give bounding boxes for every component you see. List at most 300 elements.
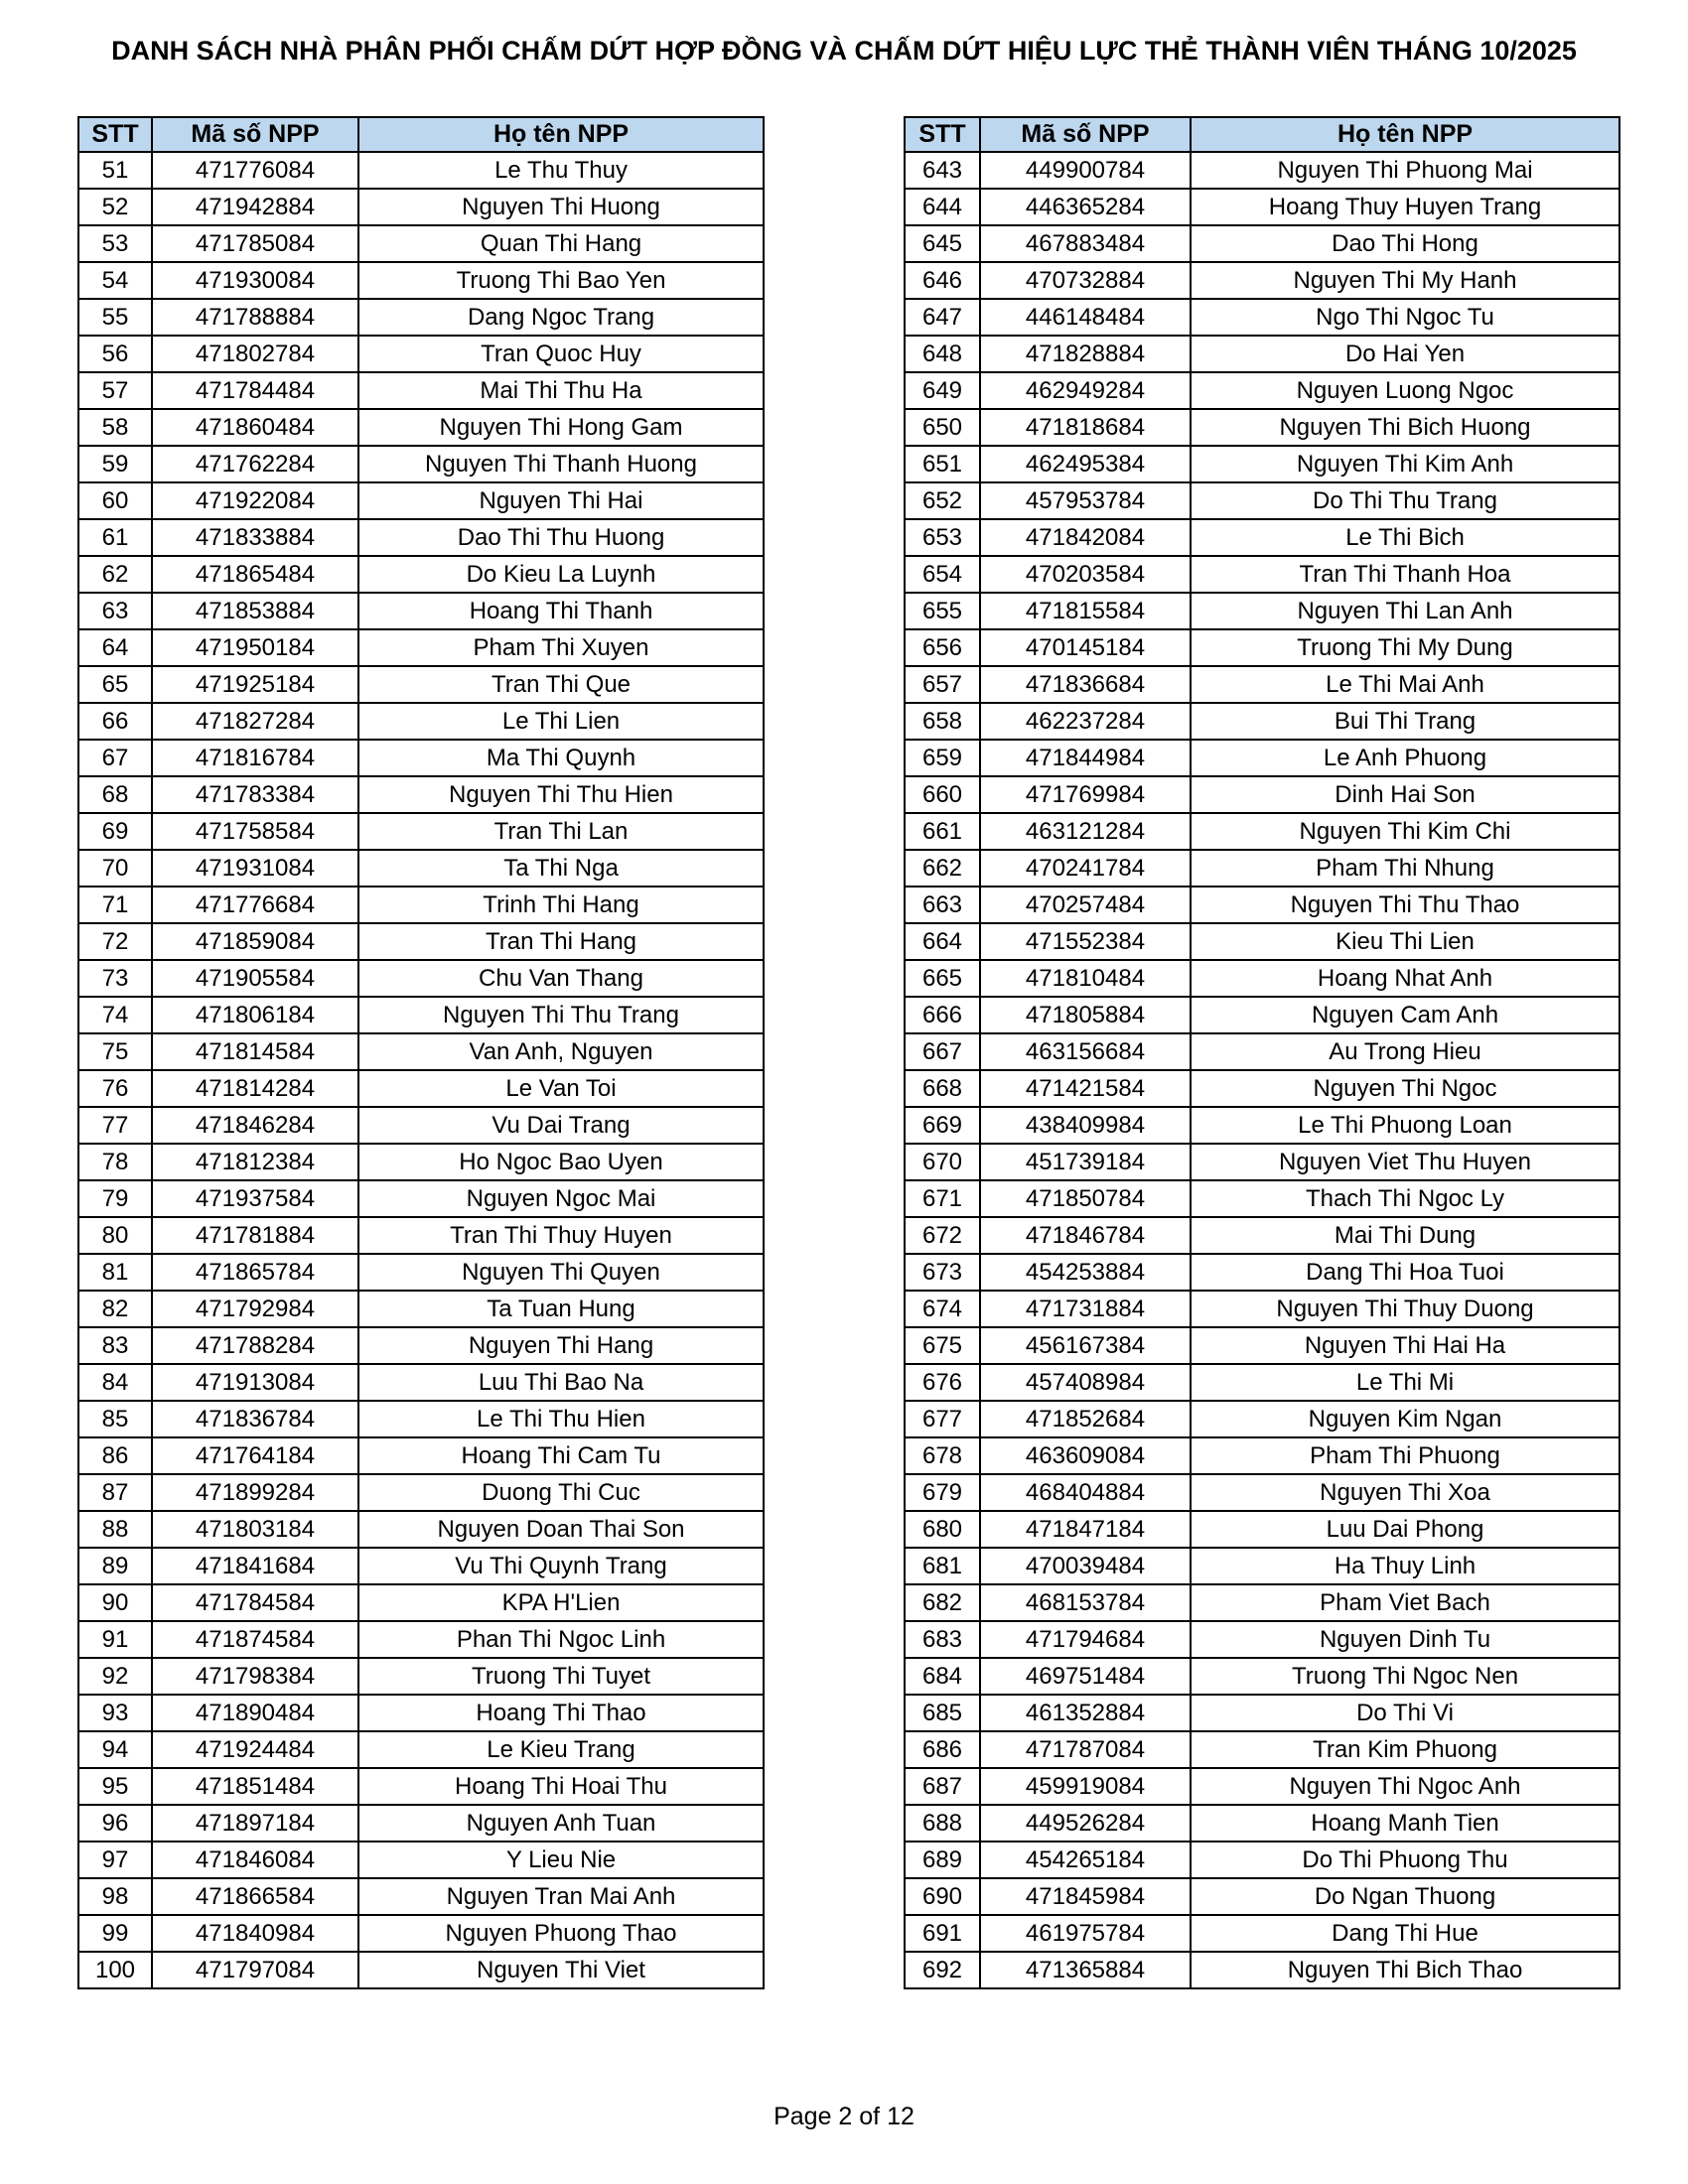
table-row xyxy=(905,1915,1619,1952)
table-row xyxy=(905,519,1619,556)
stt-cell: 87 xyxy=(78,1474,152,1511)
stt-cell: 670 xyxy=(905,1144,980,1180)
table-row xyxy=(905,482,1619,519)
code-cell: 471937584 xyxy=(152,1180,358,1217)
name-cell: Do Thi Vi xyxy=(1191,1695,1619,1731)
stt-cell: 100 xyxy=(78,1952,152,1988)
name-cell: Le Thi Bich xyxy=(1191,519,1619,556)
table-row xyxy=(78,1768,764,1805)
name-cell: Ngo Thi Ngoc Tu xyxy=(1191,299,1619,336)
table-row xyxy=(905,1327,1619,1364)
table-row xyxy=(78,1915,764,1952)
code-cell: 471890484 xyxy=(152,1695,358,1731)
table-row xyxy=(905,1805,1619,1842)
stt-cell: 674 xyxy=(905,1291,980,1327)
stt-cell: 51 xyxy=(78,152,152,189)
stt-cell: 646 xyxy=(905,262,980,299)
table-row xyxy=(78,593,764,629)
code-cell: 471421584 xyxy=(980,1070,1191,1107)
table-row xyxy=(78,1070,764,1107)
name-cell: Dao Thi Hong xyxy=(1191,225,1619,262)
name-cell: Le Thi Phuong Loan xyxy=(1191,1107,1619,1144)
name-cell: Nguyen Phuong Thao xyxy=(358,1915,764,1952)
table-row xyxy=(78,1033,764,1070)
table-row xyxy=(905,1217,1619,1254)
stt-cell: 74 xyxy=(78,997,152,1033)
column-header-code: Mã số NPP xyxy=(152,117,358,152)
name-cell: Hoang Thi Cam Tu xyxy=(358,1437,764,1474)
stt-cell: 88 xyxy=(78,1511,152,1548)
table-row xyxy=(78,629,764,666)
stt-cell: 65 xyxy=(78,666,152,703)
name-cell: Tran Thi Hang xyxy=(358,923,764,960)
stt-cell: 60 xyxy=(78,482,152,519)
code-cell: 471842084 xyxy=(980,519,1191,556)
code-cell: 471924484 xyxy=(152,1731,358,1768)
code-cell: 471806184 xyxy=(152,997,358,1033)
name-cell: Nguyen Thi Lan Anh xyxy=(1191,593,1619,629)
stt-cell: 91 xyxy=(78,1621,152,1658)
stt-cell: 68 xyxy=(78,776,152,813)
name-cell: Nguyen Thi My Hanh xyxy=(1191,262,1619,299)
stt-cell: 83 xyxy=(78,1327,152,1364)
name-cell: Le Van Toi xyxy=(358,1070,764,1107)
stt-cell: 669 xyxy=(905,1107,980,1144)
name-cell: Nguyen Thi Thanh Huong xyxy=(358,446,764,482)
name-cell: Phan Thi Ngoc Linh xyxy=(358,1621,764,1658)
code-cell: 471814584 xyxy=(152,1033,358,1070)
table-row xyxy=(905,1437,1619,1474)
stt-cell: 654 xyxy=(905,556,980,593)
table-row xyxy=(905,1364,1619,1401)
table-row xyxy=(905,850,1619,887)
table-row xyxy=(905,1584,1619,1621)
name-cell: Nguyen Thi Viet xyxy=(358,1952,764,1988)
name-cell: Pham Thi Nhung xyxy=(1191,850,1619,887)
table-row xyxy=(905,1144,1619,1180)
code-cell: 471913084 xyxy=(152,1364,358,1401)
table-row xyxy=(905,1621,1619,1658)
table-row xyxy=(905,960,1619,997)
stt-cell: 62 xyxy=(78,556,152,593)
stt-cell: 99 xyxy=(78,1915,152,1952)
name-cell: Le Thu Thuy xyxy=(358,152,764,189)
code-cell: 471860484 xyxy=(152,409,358,446)
name-cell: Hoang Thi Thao xyxy=(358,1695,764,1731)
table-row xyxy=(78,1254,764,1291)
stt-cell: 686 xyxy=(905,1731,980,1768)
name-cell: Nguyen Thi Quyen xyxy=(358,1254,764,1291)
page-number: Page 2 of 12 xyxy=(774,2103,914,2130)
code-cell: 471853884 xyxy=(152,593,358,629)
name-cell: Kieu Thi Lien xyxy=(1191,923,1619,960)
stt-cell: 671 xyxy=(905,1180,980,1217)
stt-cell: 666 xyxy=(905,997,980,1033)
code-cell: 446148484 xyxy=(980,299,1191,336)
stt-cell: 652 xyxy=(905,482,980,519)
name-cell: Nguyen Thi Bich Thao xyxy=(1191,1952,1619,1988)
name-cell: Dinh Hai Son xyxy=(1191,776,1619,813)
name-cell: Bui Thi Trang xyxy=(1191,703,1619,740)
table-row xyxy=(78,1805,764,1842)
column-header-name: Họ tên NPP xyxy=(1191,117,1619,152)
name-cell: Nguyen Luong Ngoc xyxy=(1191,372,1619,409)
code-cell: 471776684 xyxy=(152,887,358,923)
code-cell: 471798384 xyxy=(152,1658,358,1695)
table-row xyxy=(905,556,1619,593)
name-cell: Nguyen Anh Tuan xyxy=(358,1805,764,1842)
name-cell: Truong Thi Bao Yen xyxy=(358,262,764,299)
code-cell: 471833884 xyxy=(152,519,358,556)
table-row xyxy=(905,1474,1619,1511)
name-cell: Pham Viet Bach xyxy=(1191,1584,1619,1621)
name-cell: Nguyen Viet Thu Huyen xyxy=(1191,1144,1619,1180)
code-cell: 470241784 xyxy=(980,850,1191,887)
name-cell: Vu Dai Trang xyxy=(358,1107,764,1144)
table-row xyxy=(905,1878,1619,1915)
stt-cell: 79 xyxy=(78,1180,152,1217)
code-cell: 471764184 xyxy=(152,1437,358,1474)
stt-cell: 92 xyxy=(78,1658,152,1695)
stt-cell: 67 xyxy=(78,740,152,776)
name-cell: Hoang Thi Thanh xyxy=(358,593,764,629)
stt-cell: 677 xyxy=(905,1401,980,1437)
table-row xyxy=(905,1107,1619,1144)
stt-cell: 664 xyxy=(905,923,980,960)
table-row xyxy=(905,1291,1619,1327)
code-cell: 471850784 xyxy=(980,1180,1191,1217)
name-cell: Truong Thi My Dung xyxy=(1191,629,1619,666)
name-cell: Do Thi Phuong Thu xyxy=(1191,1842,1619,1878)
code-cell: 467883484 xyxy=(980,225,1191,262)
table-row xyxy=(905,1254,1619,1291)
table-row xyxy=(78,1474,764,1511)
stt-cell: 657 xyxy=(905,666,980,703)
name-cell: Do Kieu La Luynh xyxy=(358,556,764,593)
table-row xyxy=(905,446,1619,482)
name-cell: Dang Ngoc Trang xyxy=(358,299,764,336)
name-cell: Nguyen Dinh Tu xyxy=(1191,1621,1619,1658)
name-cell: Nguyen Thi Xoa xyxy=(1191,1474,1619,1511)
table-row xyxy=(78,1107,764,1144)
name-cell: Nguyen Thi Ngoc Anh xyxy=(1191,1768,1619,1805)
table-row xyxy=(78,740,764,776)
table-row xyxy=(78,1695,764,1731)
name-cell: Luu Thi Bao Na xyxy=(358,1364,764,1401)
name-cell: Trinh Thi Hang xyxy=(358,887,764,923)
name-cell: Nguyen Tran Mai Anh xyxy=(358,1878,764,1915)
code-cell: 470039484 xyxy=(980,1548,1191,1584)
code-cell: 457408984 xyxy=(980,1364,1191,1401)
name-cell: Nguyen Thi Thu Trang xyxy=(358,997,764,1033)
name-cell: Dao Thi Thu Huong xyxy=(358,519,764,556)
stt-cell: 80 xyxy=(78,1217,152,1254)
stt-cell: 55 xyxy=(78,299,152,336)
name-cell: Do Hai Yen xyxy=(1191,336,1619,372)
code-cell: 471925184 xyxy=(152,666,358,703)
name-cell: Nguyen Thi Thu Hien xyxy=(358,776,764,813)
code-cell: 454265184 xyxy=(980,1842,1191,1878)
code-cell: 471852684 xyxy=(980,1401,1191,1437)
table-row xyxy=(905,372,1619,409)
code-cell: 469751484 xyxy=(980,1658,1191,1695)
table-row xyxy=(905,666,1619,703)
name-cell: Dang Thi Hue xyxy=(1191,1915,1619,1952)
name-cell: Pham Thi Phuong xyxy=(1191,1437,1619,1474)
name-cell: Le Thi Thu Hien xyxy=(358,1401,764,1437)
stt-cell: 683 xyxy=(905,1621,980,1658)
stt-cell: 90 xyxy=(78,1584,152,1621)
stt-cell: 688 xyxy=(905,1805,980,1842)
code-cell: 471836784 xyxy=(152,1401,358,1437)
table-row xyxy=(78,960,764,997)
name-cell: Tran Thi Thanh Hoa xyxy=(1191,556,1619,593)
code-cell: 471769984 xyxy=(980,776,1191,813)
stt-cell: 66 xyxy=(78,703,152,740)
name-cell: Nguyen Thi Hang xyxy=(358,1327,764,1364)
code-cell: 471846284 xyxy=(152,1107,358,1144)
code-cell: 438409984 xyxy=(980,1107,1191,1144)
code-cell: 471794684 xyxy=(980,1621,1191,1658)
table-row xyxy=(905,336,1619,372)
table-row xyxy=(78,262,764,299)
stt-cell: 70 xyxy=(78,850,152,887)
stt-cell: 89 xyxy=(78,1548,152,1584)
table-row xyxy=(905,1842,1619,1878)
name-cell: Tran Thi Lan xyxy=(358,813,764,850)
name-cell: Mai Thi Dung xyxy=(1191,1217,1619,1254)
code-cell: 471781884 xyxy=(152,1217,358,1254)
code-cell: 456167384 xyxy=(980,1327,1191,1364)
table-row xyxy=(78,1878,764,1915)
stt-cell: 647 xyxy=(905,299,980,336)
code-cell: 471922084 xyxy=(152,482,358,519)
code-cell: 471785084 xyxy=(152,225,358,262)
code-cell: 471810484 xyxy=(980,960,1191,997)
table-row xyxy=(78,1511,764,1548)
table-row xyxy=(78,1731,764,1768)
table-row xyxy=(905,1731,1619,1768)
code-cell: 470145184 xyxy=(980,629,1191,666)
stt-cell: 680 xyxy=(905,1511,980,1548)
name-cell: Ho Ngoc Bao Uyen xyxy=(358,1144,764,1180)
name-cell: Nguyen Kim Ngan xyxy=(1191,1401,1619,1437)
table-row xyxy=(78,556,764,593)
code-cell: 471866584 xyxy=(152,1878,358,1915)
stt-cell: 54 xyxy=(78,262,152,299)
stt-cell: 71 xyxy=(78,887,152,923)
table-row xyxy=(905,1548,1619,1584)
code-cell: 471816784 xyxy=(152,740,358,776)
code-cell: 471836684 xyxy=(980,666,1191,703)
column-header-code: Mã số NPP xyxy=(980,117,1191,152)
code-cell: 471828884 xyxy=(980,336,1191,372)
name-cell: Nguyen Thi Hong Gam xyxy=(358,409,764,446)
table-row xyxy=(78,923,764,960)
table-row xyxy=(78,776,764,813)
code-cell: 471552384 xyxy=(980,923,1191,960)
name-cell: Nguyen Cam Anh xyxy=(1191,997,1619,1033)
code-cell: 471840984 xyxy=(152,1915,358,1952)
name-cell: Luu Dai Phong xyxy=(1191,1511,1619,1548)
stt-cell: 643 xyxy=(905,152,980,189)
table-row xyxy=(78,336,764,372)
code-cell: 471762284 xyxy=(152,446,358,482)
code-cell: 471841684 xyxy=(152,1548,358,1584)
code-cell: 471784584 xyxy=(152,1584,358,1621)
stt-cell: 95 xyxy=(78,1768,152,1805)
table-row xyxy=(905,1401,1619,1437)
stt-cell: 687 xyxy=(905,1768,980,1805)
code-cell: 471758584 xyxy=(152,813,358,850)
name-cell: Quan Thi Hang xyxy=(358,225,764,262)
table-row xyxy=(78,1548,764,1584)
name-cell: Y Lieu Nie xyxy=(358,1842,764,1878)
stt-cell: 661 xyxy=(905,813,980,850)
table-row xyxy=(78,1364,764,1401)
table-row xyxy=(78,887,764,923)
stt-cell: 656 xyxy=(905,629,980,666)
code-cell: 470732884 xyxy=(980,262,1191,299)
name-cell: Thach Thi Ngoc Ly xyxy=(1191,1180,1619,1217)
code-cell: 468404884 xyxy=(980,1474,1191,1511)
name-cell: Le Kieu Trang xyxy=(358,1731,764,1768)
code-cell: 471931084 xyxy=(152,850,358,887)
stt-cell: 651 xyxy=(905,446,980,482)
code-cell: 471851484 xyxy=(152,1768,358,1805)
stt-cell: 653 xyxy=(905,519,980,556)
code-cell: 471845984 xyxy=(980,1878,1191,1915)
code-cell: 471846784 xyxy=(980,1217,1191,1254)
name-cell: Nguyen Thi Thuy Duong xyxy=(1191,1291,1619,1327)
stt-cell: 64 xyxy=(78,629,152,666)
page-title: DANH SÁCH NHÀ PHÂN PHỐI CHẤM DỨT HỢP ĐỒNG VÀ CHẤM DỨT HIỆU LỰC THẺ THÀNH VIÊN THÁNG 10/2025 xyxy=(111,36,1577,66)
stt-cell: 81 xyxy=(78,1254,152,1291)
table-row xyxy=(78,1842,764,1878)
table-row xyxy=(78,1401,764,1437)
name-cell: Do Thi Thu Trang xyxy=(1191,482,1619,519)
stt-cell: 681 xyxy=(905,1548,980,1584)
table-row xyxy=(78,225,764,262)
name-cell: Vu Thi Quynh Trang xyxy=(358,1548,764,1584)
name-cell: Le Anh Phuong xyxy=(1191,740,1619,776)
table-row xyxy=(78,813,764,850)
code-cell: 454253884 xyxy=(980,1254,1191,1291)
code-cell: 461352884 xyxy=(980,1695,1191,1731)
code-cell: 471792984 xyxy=(152,1291,358,1327)
code-cell: 463609084 xyxy=(980,1437,1191,1474)
table-row xyxy=(78,1621,764,1658)
code-cell: 471365884 xyxy=(980,1952,1191,1988)
code-cell: 471930084 xyxy=(152,262,358,299)
stt-cell: 76 xyxy=(78,1070,152,1107)
code-cell: 463156684 xyxy=(980,1033,1191,1070)
name-cell: KPA H'Lien xyxy=(358,1584,764,1621)
stt-cell: 662 xyxy=(905,850,980,887)
code-cell: 459919084 xyxy=(980,1768,1191,1805)
table-row xyxy=(78,1217,764,1254)
stt-cell: 672 xyxy=(905,1217,980,1254)
name-cell: Duong Thi Cuc xyxy=(358,1474,764,1511)
name-cell: Le Thi Mi xyxy=(1191,1364,1619,1401)
name-cell: Nguyen Thi Thu Thao xyxy=(1191,887,1619,923)
header-row xyxy=(905,117,1619,152)
table-row xyxy=(78,482,764,519)
table-row xyxy=(905,1070,1619,1107)
stt-cell: 658 xyxy=(905,703,980,740)
code-cell: 471827284 xyxy=(152,703,358,740)
table-row xyxy=(78,409,764,446)
name-cell: Mai Thi Thu Ha xyxy=(358,372,764,409)
table-row xyxy=(78,189,764,225)
code-cell: 471865484 xyxy=(152,556,358,593)
stt-cell: 78 xyxy=(78,1144,152,1180)
code-cell: 471942884 xyxy=(152,189,358,225)
table-row xyxy=(78,1437,764,1474)
table-row xyxy=(78,1291,764,1327)
stt-cell: 58 xyxy=(78,409,152,446)
code-cell: 471847184 xyxy=(980,1511,1191,1548)
table-row xyxy=(905,225,1619,262)
code-cell: 471859084 xyxy=(152,923,358,960)
name-cell: Nguyen Thi Ngoc xyxy=(1191,1070,1619,1107)
stt-cell: 667 xyxy=(905,1033,980,1070)
code-cell: 471844984 xyxy=(980,740,1191,776)
name-cell: Nguyen Thi Kim Anh xyxy=(1191,446,1619,482)
code-cell: 449900784 xyxy=(980,152,1191,189)
code-cell: 471803184 xyxy=(152,1511,358,1548)
stt-cell: 86 xyxy=(78,1437,152,1474)
name-cell: Nguyen Thi Huong xyxy=(358,189,764,225)
stt-cell: 73 xyxy=(78,960,152,997)
stt-cell: 673 xyxy=(905,1254,980,1291)
name-cell: Chu Van Thang xyxy=(358,960,764,997)
table-row xyxy=(905,189,1619,225)
stt-cell: 685 xyxy=(905,1695,980,1731)
code-cell: 471788884 xyxy=(152,299,358,336)
name-cell: Nguyen Thi Kim Chi xyxy=(1191,813,1619,850)
stt-cell: 665 xyxy=(905,960,980,997)
table-row xyxy=(905,1658,1619,1695)
stt-cell: 77 xyxy=(78,1107,152,1144)
table-row xyxy=(905,740,1619,776)
name-cell: Nguyen Thi Bich Huong xyxy=(1191,409,1619,446)
name-cell: Ta Thi Nga xyxy=(358,850,764,887)
table-body-left xyxy=(78,152,764,1988)
name-cell: Tran Thi Thuy Huyen xyxy=(358,1217,764,1254)
table-row xyxy=(905,703,1619,740)
stt-cell: 679 xyxy=(905,1474,980,1511)
table-row xyxy=(905,1695,1619,1731)
name-cell: Hoang Thuy Huyen Trang xyxy=(1191,189,1619,225)
distributor-table-right xyxy=(904,116,1620,1989)
stt-cell: 93 xyxy=(78,1695,152,1731)
stt-cell: 660 xyxy=(905,776,980,813)
stt-cell: 668 xyxy=(905,1070,980,1107)
code-cell: 471897184 xyxy=(152,1805,358,1842)
name-cell: Ta Tuan Hung xyxy=(358,1291,764,1327)
stt-cell: 691 xyxy=(905,1915,980,1952)
stt-cell: 94 xyxy=(78,1731,152,1768)
code-cell: 471805884 xyxy=(980,997,1191,1033)
name-cell: Tran Thi Que xyxy=(358,666,764,703)
stt-cell: 690 xyxy=(905,1878,980,1915)
name-cell: Ma Thi Quynh xyxy=(358,740,764,776)
table-row xyxy=(905,813,1619,850)
name-cell: Dang Thi Hoa Tuoi xyxy=(1191,1254,1619,1291)
distributor-table-left xyxy=(77,116,765,1989)
stt-cell: 675 xyxy=(905,1327,980,1364)
